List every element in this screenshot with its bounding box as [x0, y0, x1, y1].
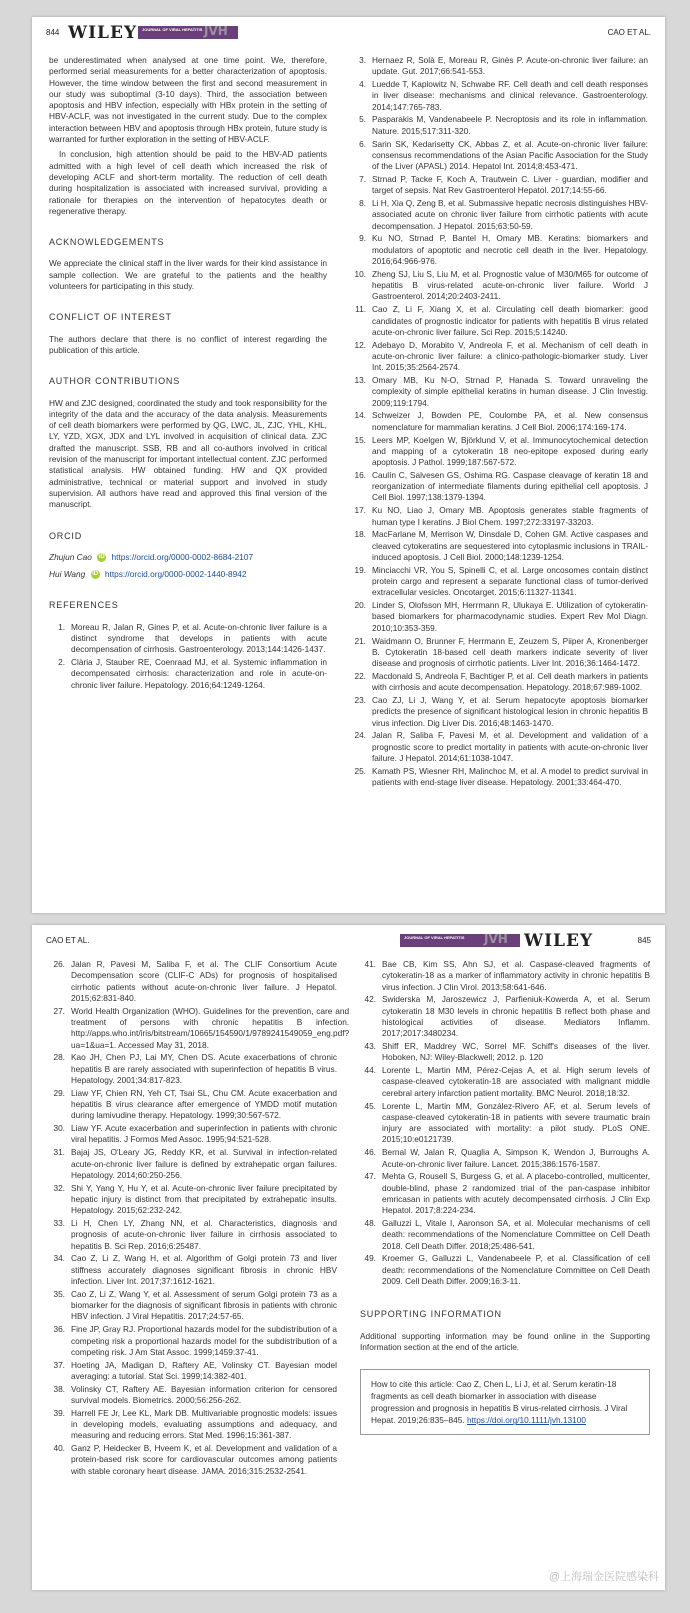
reference-text: Lorente L, Martin MM, Pérez-Cejas A, et al. High serum levels of caspase-cleaved cytokeratin-18 are associated with malignant middle cerebral artery infarction patient mortality. BMC Neurol. 2018;18:32.	[382, 1065, 650, 1098]
reference-text: Caulín C, Salvesen GS, Oshima RG. Caspase cleavage of keratin 18 and reorganization of intermediate filaments during epithelial cell apoptosis. J Cell Biol. 1997;138:1379-1394.	[372, 469, 648, 503]
supp-text: Additional supporting information may be found online in the Supporting Information section at the end of the article.	[360, 1330, 650, 1352]
reference-item	[49, 959, 337, 1004]
reference-number: 27.	[53, 1005, 65, 1016]
reference-item	[350, 766, 648, 789]
orcid-entry	[49, 569, 327, 580]
reference-text: Leers MP, Koelgen W, Björklund V, et al. Immunocytochemical detection and mapping of a cytokeratin 18 neo-epitope exposed during early apoptosis. J Pathol. 1999;187:567-572.	[372, 434, 648, 468]
reference-text: Hoeting JA, Madigan D, Raftery AE, Volinsky CT. Bayesian model averaging: a tutorial. Stat Sci. 1999;14:382-401.	[71, 1359, 337, 1381]
orcid-author-name: Zhujun Cao	[49, 551, 92, 562]
reference-text: Galluzzi L, Vitale I, Aaronson SA, et al. Molecular mechanisms of cell death: recommendations of the Nomenclature Committee on Cell Death 2018. Cell Death Differ. 2018;25:486-541.	[382, 1218, 650, 1251]
reference-number: 28.	[53, 1052, 65, 1063]
supp-heading: SUPPORTING INFORMATION	[360, 1309, 502, 1320]
ref-list	[350, 55, 648, 788]
reference-text: Cao Z, Li Z, Wang H, et al. Algorithm of Golgi protein 73 and liver stiffness accurately diagnoses significant fibrosis in chronic HBV infection. Liver Int. 2017;37:1612-1621.	[71, 1253, 337, 1287]
left-column	[49, 55, 327, 692]
reference-number: 30.	[53, 1123, 65, 1134]
reference-number: 48.	[364, 1218, 376, 1229]
reference-text: Cao ZJ, Li J, Wang Y, et al. Serum hepatocyte apoptosis biomarker predicts the presence of significant histological lesion in chronic hepatitis B virus infection. Dig Liver Dis. 2016;48:1463-1470.	[372, 695, 648, 728]
reference-number: 22.	[354, 670, 366, 681]
ref-list	[360, 959, 650, 1287]
reference-number: 43.	[364, 1041, 376, 1052]
reference-text: Pasparakis M, Vandenabeele P. Necroptosis and its role in inflammation. Nature. 2015;517:311-320.	[372, 114, 648, 136]
reference-number: 1.	[58, 621, 65, 632]
reference-text: Jalan R, Saliba F, Pavesi M, et al. Development and validation of a prognostic score to predict mortality in patients with acute-on-chronic liver failure. J Hepatol. 2014;61:1038-1047.	[372, 730, 648, 764]
reference-item	[360, 1101, 650, 1146]
reference-text: Li H, Chen LY, Zhang NN, et al. Characteristics, diagnosis and prognosis of acute-on-chronic liver failure in cirrhosis associated to hepatitis B. Sci Rep. 2016;6:25487.	[71, 1218, 337, 1251]
reference-number: 15.	[354, 434, 366, 445]
reference-number: 24.	[354, 730, 366, 741]
reference-number: 38.	[53, 1383, 65, 1394]
reference-item	[350, 410, 648, 433]
reference-item	[350, 79, 648, 113]
reference-item	[350, 269, 648, 303]
reference-item	[350, 470, 648, 504]
reference-number: 11.	[355, 304, 366, 315]
journal-banner: JOURNAL OF VIRAL HEPATITIS	[138, 26, 238, 39]
reference-item	[350, 671, 648, 694]
contrib-text: HW and ZJC designed, coordinated the study and took responsibility for the integrity of the data and the accuracy of the data analysis. Measurements of cell death biomarkers were performed by QG, LWC, JL, ZJC, YHL, KHL, LY, YZD, XGX, JDX and LYL involved in acquisition of clinical data. ZJC drafted the manuscript. SSB, RB and all co-authors involved in critical revision of the manuscript for important intellectual content. ZJC performed statistical analysis. HW obtained funding. HW and QX provided administrative, technical or material support and involved in study supervision. All authors have read and approved this final version of the manuscript.	[49, 397, 327, 510]
reference-number: 49.	[364, 1253, 376, 1264]
journal-watermark: JVH	[484, 932, 508, 946]
reference-item	[360, 959, 650, 993]
coi-text: The authors declare that there is no conflict of interest regarding the publication of this article.	[49, 333, 327, 355]
reference-item	[360, 1041, 650, 1064]
reference-item	[49, 1384, 337, 1407]
conclusion-paragraph: In conclusion, high attention should be paid to the HBV-AD patients admitted with a high level of cell death which increased the risk of developing ACLF and short-term mortality. The reduction of cell death during hospitalization is associated with increased survival, providing a rationale for therapies on the intervention of hepatocytes death or regenerative therapy.	[49, 149, 327, 216]
body-paragraph: be underestimated when analysed at one time point. We, therefore, performed serial measurements for a better characterization of apoptosis. However, the time window between the first and second measurement in our study was suboptimal (3-10 days). Third, the association between apoptosis and HBV infection, especially with HBx protein in the setting of HBV-ACLF, was not investigated in the current study. Due to the complex interaction between HBV and apoptosis through HBx protein, future study is warranted for further exploration in the setting of HBV-ACLF.	[49, 55, 327, 145]
reference-number: 23.	[354, 695, 366, 706]
reference-item	[49, 1005, 350, 1051]
reference-item	[350, 730, 648, 764]
reference-number: 2.	[58, 657, 65, 668]
ref-list	[49, 622, 327, 691]
reference-number: 33.	[53, 1218, 65, 1229]
reference-number: 5.	[359, 114, 366, 125]
reference-text: Shi Y, Yang Y, Hu Y, et al. Acute-on-chronic liver failure precipitated by hepatic injury is distinct from that precipitated by extrahepatic insults. Hepatology. 2015;62:232-242.	[71, 1182, 337, 1216]
reference-text: Ganz P, Heidecker B, Hveem K, et al. Development and validation of a protein-based risk score for cardiovascular outcomes among patients with stable coronary heart disease. JAMA. 2016;315:2532-2541.	[71, 1443, 337, 1476]
reference-item	[360, 1218, 650, 1252]
reference-text: Macdonald S, Andreola F, Bachtiger P, et al. Cell death markers in patients with cirrhosis and acute decompensation. Hepatology. 2018;67:989-1002.	[372, 670, 648, 693]
reference-number: 3.	[359, 55, 366, 65]
orcid-link[interactable]: https://orcid.org/0000-0002-1440-8942	[104, 569, 247, 580]
reference-number: 35.	[53, 1288, 65, 1299]
reference-number: 21.	[354, 635, 366, 646]
reference-text: Kamath PS, Wiesner RH, Malinchoc M, et al. A model to predict survival in patients with end-stage liver disease. Hepatology. 2001;33:464-470.	[372, 765, 648, 788]
reference-number: 29.	[53, 1087, 65, 1098]
reference-text: Cao Z, Li F, Xiang X, et al. Circulating cell death biomarker: good candidates of prognostic indicator for patients with hepatitis B virus related acute-on-chronic liver failure. Sci Rep. 2015;5:14240.	[372, 304, 648, 337]
reference-text: Strnad P, Tacke F, Koch A, Trautwein C. Liver - guardian, modifier and target of sepsis. Nat Rev Gastroenterol Hepatol. 2017;14:55-66.	[372, 173, 648, 196]
reference-item	[49, 1289, 337, 1323]
reference-item	[350, 636, 648, 670]
reference-number: 6.	[359, 138, 366, 149]
reference-item	[49, 622, 327, 656]
reference-number: 37.	[53, 1359, 65, 1370]
reference-text: Bajaj JS, O'Leary JG, Reddy KR, et al. Survival in infection-related acute-on-chronic liver failure is defined by extrahepatic organ failures. Hepatology. 2014;60:250-256.	[71, 1147, 337, 1180]
reference-number: 32.	[53, 1182, 65, 1193]
reference-number: 26.	[53, 959, 65, 969]
reference-number: 7.	[359, 173, 366, 184]
wiley-logo: WILEY	[524, 931, 594, 951]
reference-item	[350, 600, 648, 634]
running-head: CAO ET AL.	[607, 28, 651, 37]
page-number: 845	[637, 936, 651, 945]
reference-text: Cao Z, Li Z, Wang Y, et al. Assessment of serum Golgi protein 73 as a biomarker for the diagnosis of significant fibrosis in patients with chronic HBV infection. J Viral Hepatitis. 2017;24:57-65.	[71, 1288, 337, 1322]
reference-number: 45.	[364, 1100, 376, 1111]
reference-text: Sarin SK, Kedarisetty CK, Abbas Z, et al. Acute-on-chronic liver failure: consensus recommendations of the Asian Pacific Association for the Study of the Liver (APASL) 2014. Hepatol Int. 2014;8:453-471.	[372, 138, 648, 172]
reference-number: 34.	[53, 1253, 65, 1264]
reference-number: 17.	[354, 505, 366, 516]
doi-link[interactable]: https://doi.org/10.1111/jvh.13100	[466, 1415, 586, 1426]
reference-text: Fine JP, Gray RJ. Proportional hazards model for the subdistribution of a competing risk a proportional hazards model for the subdistribution of a competing risk. J Am Stat Assoc. 1999;1459:37-41.	[71, 1324, 337, 1357]
reference-item	[360, 1065, 650, 1099]
reference-number: 12.	[354, 339, 366, 350]
reference-item	[350, 695, 648, 729]
reference-item	[350, 139, 648, 173]
ref-list	[49, 959, 350, 1477]
reference-text: Linder S, Olofsson MH, Herrmann R, Ulukaya E. Utilization of cytokeratin-based biomarkers for pharmacodynamic studies. Expert Rev Mol Diagn. 2010;10:353-359.	[372, 600, 648, 633]
reference-number: 25.	[354, 765, 366, 776]
orcid-entry	[49, 552, 327, 563]
reference-text: MacFarlane M, Merrison W, Dinsdale D, Cohen GM. Active caspases and cleaved cytokeratins are sequestered into cytoplasmic inclusions in TRAIL-induced apoptosis. J Cell Biol. 2000;148:1239-1254.	[372, 529, 648, 562]
reference-text: Clària J, Stauber RE, Coenraad MJ, et al. Systemic inflammation in decompensated cirrhosis: characterization and role in acute-on-chronic liver failure. Hepatology. 2016;64:1249-1264.	[71, 657, 327, 690]
reference-item	[49, 1443, 337, 1477]
reference-number: 16.	[354, 469, 366, 480]
page-845	[32, 925, 665, 1590]
reference-item	[360, 1253, 650, 1287]
reference-text: Shiff ER, Maddrey WC, Sorrel MF. Schiff's diseases of the liver. Hoboken, NJ: Wiley-Blackwell; 2012. p. 120	[382, 1041, 650, 1063]
reference-item	[360, 994, 650, 1039]
reference-text: Adebayo D, Morabito V, Andreola F, et al. Mechanism of cell death in acute-on-chronic liver failure: a clinico-pathologic-biomarker study. Liver Int. 2015;35:2564-2574.	[372, 339, 648, 373]
reference-number: 36.	[53, 1324, 65, 1335]
reference-text: Lorente L, Martin MM, González-Rivero AF, et al. Serum levels of caspase-cleaved cytokeratin-18 in patients with severe traumatic brain injury are associated with mortality: a pilot study. PLoS ONE. 2015;10:e0121739.	[382, 1100, 650, 1145]
coi-heading: CONFLICT OF INTEREST	[49, 312, 172, 323]
reference-text: Luedde T, Kaplowitz N, Schwabe RF. Cell death and cell death responses in liver disease: mechanisms and clinical relevance. Gastroenterology. 2014;147:765-783.	[372, 79, 648, 112]
reference-item	[360, 1171, 650, 1216]
reference-text: Bae CB, Kim SS, Ahn SJ, et al. Caspase-cleaved fragments of cytokeratin-18 as a marker of inflammatory activity in chronic hepatitis B virus infection. J Clin Virol. 2013;58:641-646.	[382, 959, 650, 992]
reference-text: Harrell FE Jr, Lee KL, Mark DB. Multivariable prognostic models: issues in developing models, evaluating assumptions and adequacy, and measuring and reducing errors. Stat Med. 1996;15:361-387.	[71, 1407, 337, 1441]
page-844	[32, 17, 665, 913]
reference-text: Ku NO, Strnad P, Bantel H, Omary MB. Keratins: biomarkers and modulators of apoptotic and necrotic cell death in the liver. Hepatology. 2016;64:966-976.	[372, 233, 648, 267]
reference-text: Swiderska M, Jaroszewicz J, Parfieniuk-Kowerda A, et al. Serum cytokeratin 18 M30 levels in chronic hepatitis B reflect both phase and histological activities of disease. Mediators Inflamm. 2017;2017:3480234.	[382, 994, 650, 1039]
reference-item	[360, 1147, 650, 1170]
reference-number: 19.	[354, 564, 366, 575]
citation-box	[360, 1369, 650, 1435]
orcid-author-name: Hui Wang	[49, 569, 86, 580]
reference-number: 42.	[364, 994, 376, 1005]
reference-item	[350, 198, 648, 232]
reference-item	[350, 505, 648, 528]
reference-number: 39.	[53, 1407, 65, 1418]
reference-number: 14.	[354, 410, 366, 421]
reference-text: Ku NO, Liao J, Omary MB. Apoptosis generates stable fragments of human type I keratins. J Biol Chem. 1997;272:33197-33203.	[372, 505, 648, 527]
ack-text: We appreciate the clinical staff in the liver wards for their kind assistance in sample collection. We are grateful to the patients and the healthy volunteers for participating in this study.	[49, 258, 327, 292]
reference-number: 46.	[364, 1147, 376, 1158]
reference-item	[350, 565, 648, 599]
reference-item	[49, 1123, 337, 1146]
reference-item	[350, 174, 648, 197]
reference-number: 4.	[359, 79, 366, 90]
reference-item	[350, 55, 648, 78]
reference-item	[49, 1360, 337, 1383]
reference-number: 18.	[354, 529, 366, 540]
page-header	[46, 932, 651, 950]
reference-item	[49, 1218, 337, 1252]
reference-text: Waidmann O, Brunner F, Herrmann E, Zeuzem S, Piiper A, Kronenberger B. Cytokeratin 18-based cell death markers indicate severity of liver disease and prognosis of cirrhotic patients. Liver Int. 2016;36:1464-1472.	[372, 635, 648, 669]
reference-item	[49, 1253, 337, 1287]
contrib-heading: AUTHOR CONTRIBUTIONS	[49, 376, 181, 387]
running-head: CAO ET AL.	[46, 936, 90, 945]
reference-text: Li H, Xia Q, Zeng B, et al. Submassive hepatic necrosis distinguishes HBV-associated acute on chronic liver failure from cirrhotic patients with acute decompensation. J Hepatol. 2015;63:50-59.	[372, 198, 648, 231]
reference-text: Omary MB, Ku N-O, Strnad P, Hanada S. Toward unraveling the complexity of simple epithelial keratins in human disease. J Clin Investig. 2009;119:1794.	[372, 375, 648, 408]
reference-text: Jalan R, Pavesi M, Saliba F, et al. The CLIF Consortium Acute Decompensation score (CLIF-C ADs) for prognosis of hospitalised cirrhotic patients without acute-on-chronic liver failure. J Hepatol. 2015;62:831-840.	[71, 959, 337, 1003]
citation-text: How to cite this article: Cao Z, Chen L, Li J, et al. Serum keratin-18 fragments as cell death biomarker in association with disease progression and prognosis in hepatitis B virus-related cirrhosis. J Viral Hepat. 2019;26:835–845.	[371, 1379, 628, 1426]
reference-text: Zheng SJ, Liu S, Liu M, et al. Prognostic value of M30/M65 for outcome of hepatitis B virus-related acute-on-chronic liver failure. World J Gastroenterol. 2014;20:2403-2411.	[372, 268, 648, 302]
reference-text: Moreau R, Jalan R, Gines P, et al. Acute-on-chronic liver failure is a distinct syndrome that develops in patients with acute decompensation of cirrhosis. Gastroenterology. 2013;144:1426-1437.	[71, 621, 327, 655]
reference-text: Mehta G, Rousell S, Burgess G, et al. A placebo-controlled, multicenter, double-blind, phase 2 randomized trial of the pan-caspase inhibitor emricasan in patients with acutely decompensated cirrhosis. J Clin Exp Hepatol. 2017;8:224-234.	[382, 1171, 650, 1216]
orcid-icon: iD	[98, 554, 105, 561]
reference-item	[350, 435, 648, 469]
page-header	[46, 24, 651, 42]
right-column	[360, 959, 650, 1435]
journal-watermark: JVH	[204, 24, 228, 38]
reference-item	[49, 1183, 337, 1217]
reference-item	[49, 1408, 337, 1442]
orcid-heading: ORCID	[49, 530, 82, 541]
reference-text: Schweizer J, Bowden PE, Coulombe PA, et al. New consensus nomenclature for mammalian keratins. J Cell Biol. 2006;174:169-174.	[372, 410, 648, 432]
reference-item	[350, 340, 648, 374]
journal-banner: JOURNAL OF VIRAL HEPATITIS	[400, 934, 520, 947]
reference-number: 40.	[53, 1443, 65, 1454]
reference-text: Liaw YF. Acute exacerbation and superinfection in patients with chronic viral hepatitis. J Formos Med Assoc. 1995;94:521-528.	[71, 1123, 337, 1145]
reference-text: World Health Organization (WHO). Guidelines for the prevention, care and treatment of persons with chronic hepatitis B infection. http://apps.who.int/iris/bitstream/10665/154590/1/9789241549059_eng.pdf?ua=1&ua=1. Accessed May 31, 2018.	[71, 1005, 350, 1050]
reference-item	[350, 114, 648, 137]
page-number: 844	[46, 28, 60, 37]
reference-number: 31.	[53, 1147, 65, 1158]
reference-text: Liaw YF, Chien RN, Yeh CT, Tsai SL, Chu CM. Acute exacerbation and hepatitis B virus clearance after emergence of YMDD motif mutation during lamivudine therapy. Hepatology. 1999;30:567-572.	[71, 1087, 337, 1121]
left-column	[49, 959, 350, 1479]
orcid-icon: iD	[92, 571, 99, 578]
reference-item	[49, 657, 327, 691]
reference-item	[350, 529, 648, 563]
reference-number: 9.	[359, 233, 366, 244]
orcid-link[interactable]: https://orcid.org/0000-0002-8684-2107	[111, 551, 254, 562]
reference-text: Hernaez R, Solà E, Moreau R, Ginès P. Acute-on-chronic liver failure: an update. Gut. 2017;66:541-553.	[372, 55, 648, 77]
reference-number: 47.	[364, 1171, 376, 1182]
right-column	[350, 55, 648, 790]
reference-item	[49, 1147, 337, 1181]
reference-item	[350, 375, 648, 409]
reference-item	[49, 1088, 337, 1122]
reference-item	[350, 233, 648, 267]
reference-number: 41.	[364, 959, 376, 969]
reference-number: 20.	[354, 600, 366, 611]
reference-text: Kao JH, Chen PJ, Lai MY, Chen DS. Acute exacerbations of chronic hepatitis B are rarely associated with superinfection of hepatitis B virus. Hepatology. 2001;34:817-823.	[71, 1052, 337, 1085]
reference-number: 8.	[359, 198, 366, 209]
reference-item	[49, 1052, 337, 1086]
reference-item	[350, 304, 648, 338]
ack-heading: ACKNOWLEDGEMENTS	[49, 237, 165, 248]
reference-text: Minciacchi VR, You S, Spinelli C, et al. Large oncosomes contain distinct protein cargo and represent a separate functional class of tumor-derived extracellular vesicles. Oncotarget. 2015;6:11327-11341.	[372, 564, 648, 598]
reference-number: 13.	[354, 375, 366, 386]
refs-heading: REFERENCES	[49, 600, 119, 611]
reference-number: 10.	[354, 268, 366, 279]
reference-text: Bernal W, Jalan R, Quaglia A, Simpson K, Wendon J, Burroughs A. Acute-on-chronic liver failure. Lancet. 2015;386:1576-1587.	[382, 1147, 650, 1169]
wiley-logo: WILEY	[68, 23, 138, 43]
reference-number: 44.	[364, 1065, 376, 1076]
reference-text: Kroemer G, Galluzzi L, Vandenabeele P, et al. Classification of cell death: recommendations of the Nomenclature Committee on Cell Death 2009. Cell Death Differ. 2009;16:3-11.	[382, 1253, 650, 1287]
reference-item	[49, 1324, 337, 1358]
reference-text: Volinsky CT, Raftery AE. Bayesian information criterion for censored survival models. Biometrics. 2000;56:256-262.	[71, 1383, 337, 1405]
watermark-text: @上海瑞金医院感染科	[548, 1571, 659, 1583]
